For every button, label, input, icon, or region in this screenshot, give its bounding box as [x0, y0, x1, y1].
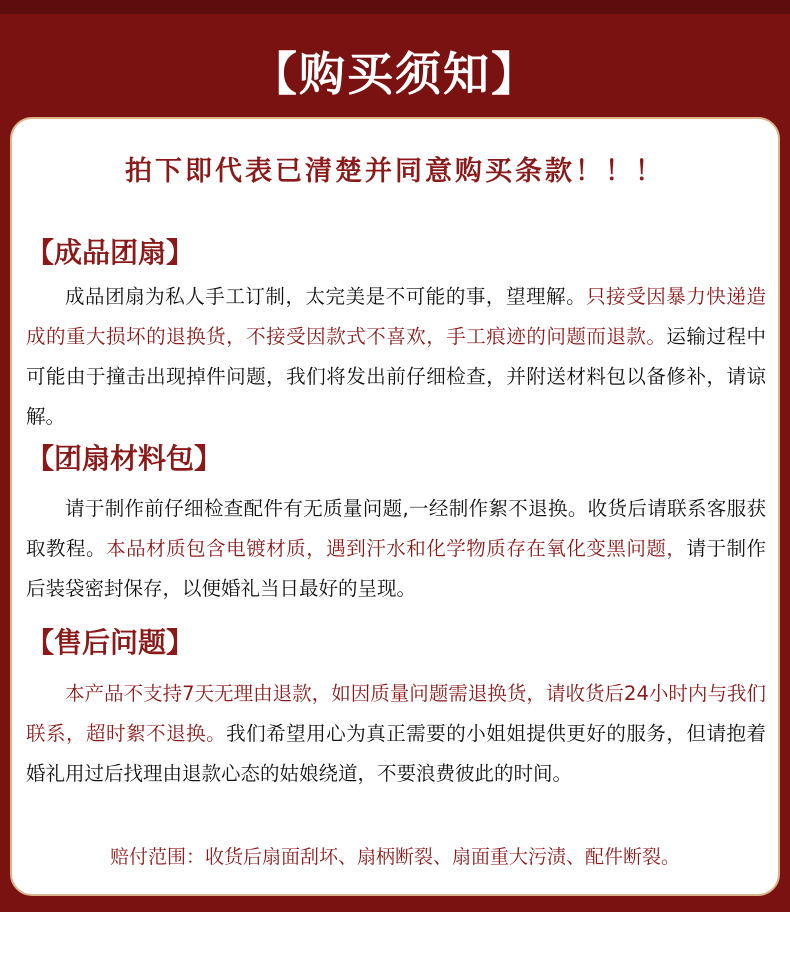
top-band: [0, 0, 790, 14]
text-segment: 请于制作前仔细检查配件有无质量问题,一经制作絮不退换。收货后请联系客服获取教程。: [26, 497, 766, 560]
highlight-segment: 本品材质包含电镀材质，遇到汗水和化学物质存在氧化变黑问题，: [106, 537, 687, 560]
notice-card: [10, 117, 780, 896]
section-heading-finished-fan: 【成品团扇】: [26, 236, 195, 269]
highlight-segment: 本产品不支持7天无理由退款，如因质量问题需退换货，请收货后24小时内与我们联系，超时絮不退换。: [26, 682, 766, 745]
section-body-material-kit: [26, 489, 766, 609]
text-segment: 我们希望用心为真正需要的小姐姐提供更好的服务，但请抱着婚礼用过后找理由退款心态的姑娘绕道，不要浪费彼此的时间。: [26, 722, 766, 785]
agreement-headline: 拍下即代表已清楚并同意购买条款！！！: [125, 156, 665, 187]
section-heading-material-kit: 【团扇材料包】: [26, 442, 223, 475]
section-heading-after-sales: 【售后问题】: [26, 626, 195, 659]
section-body-finished-fan: [26, 277, 766, 437]
highlight-segment: 只接受因暴力快递造成的重大损坏的退换货，不接受因款式不喜欢，手工痕迹的问题而退款。: [26, 285, 766, 348]
section-body-after-sales: [26, 674, 766, 794]
text-segment: 请于制作后装袋密封保存，以便婚礼当日最好的呈现。: [26, 537, 766, 600]
text-segment: 运输过程中可能由于撞击出现掉件问题，我们将发出前仔细检查，并附送材料包以备修补，请谅解。: [26, 325, 766, 428]
compensation-scope: 赔付范围：收货后扇面刮坏、扇柄断裂、扇面重大污渍、配件断裂。: [109, 846, 680, 868]
text-segment: 成品团扇为私人手工订制，太完美是不可能的事，望理解。: [65, 285, 587, 308]
page-title: 【购买须知】: [251, 47, 539, 101]
